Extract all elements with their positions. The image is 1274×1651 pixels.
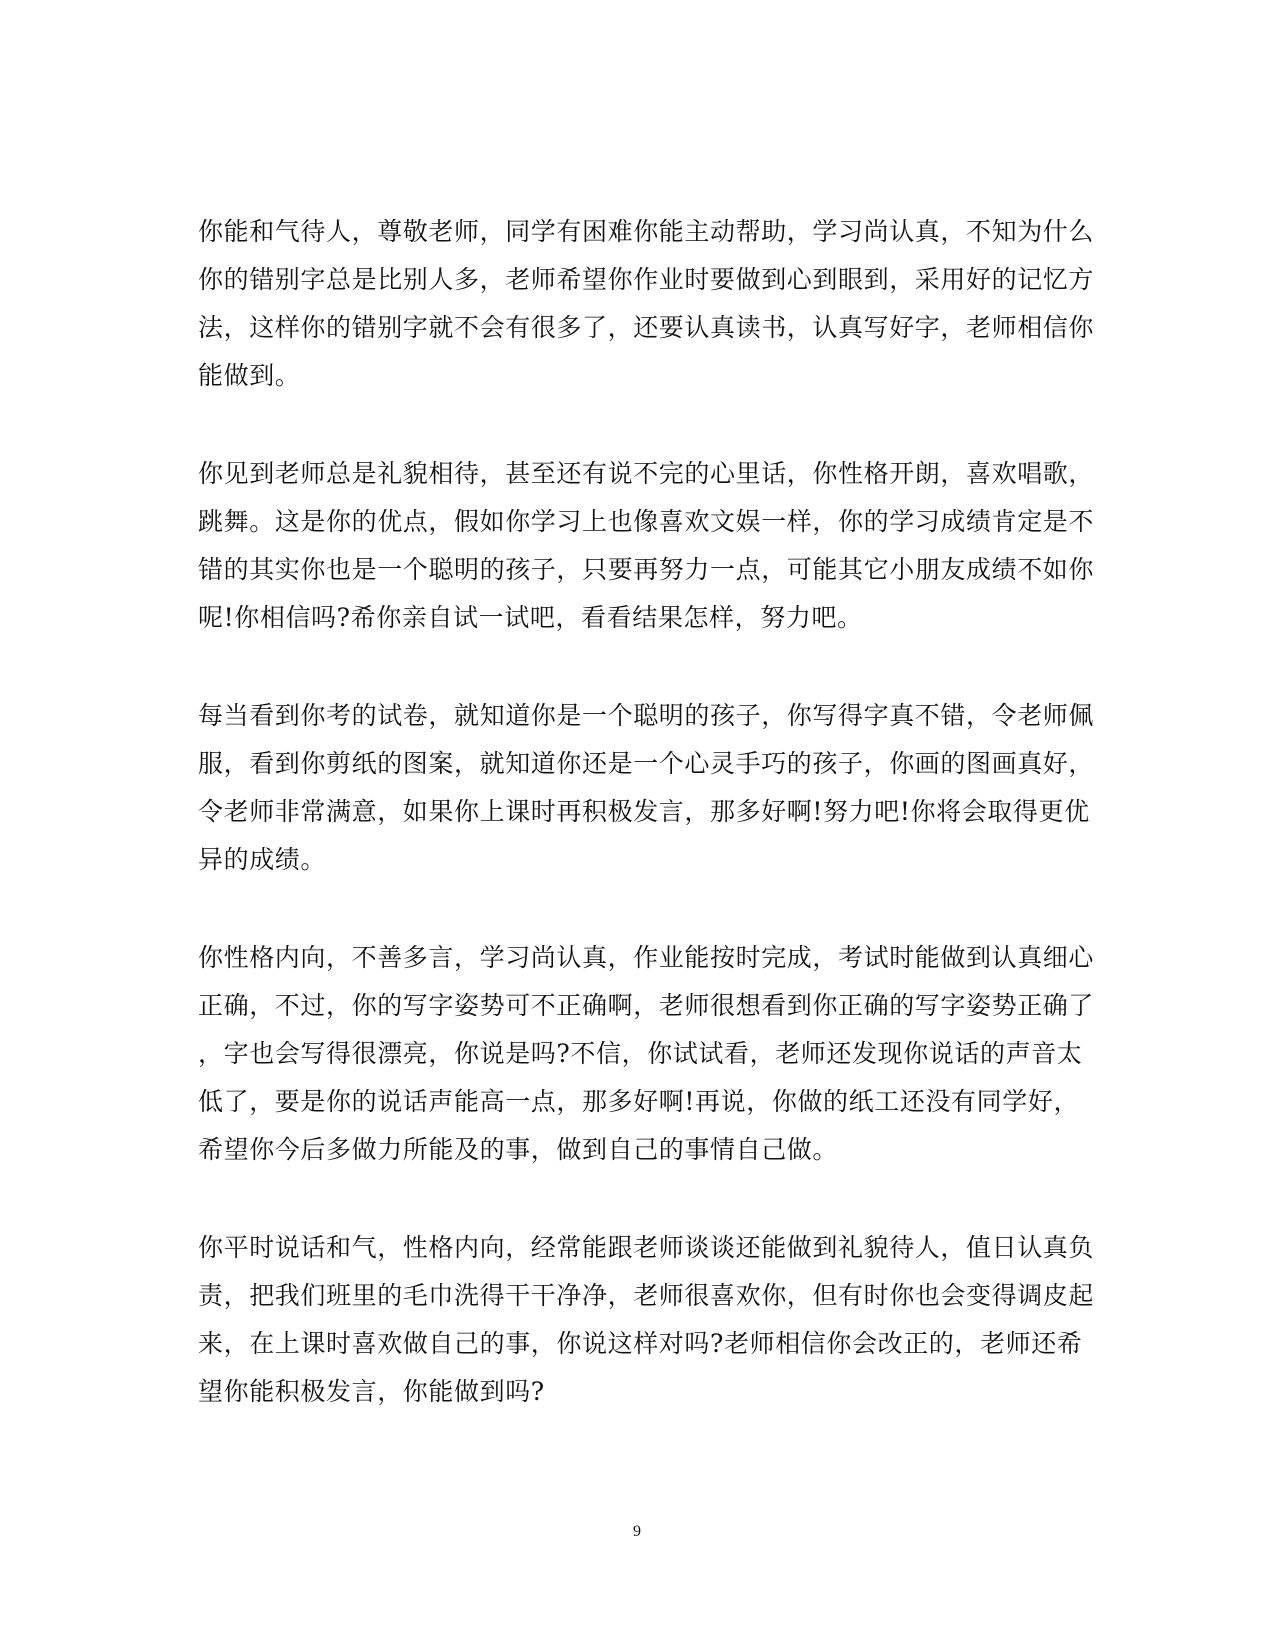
text-line: 你平时说话和气，性格内向，经常能跟老师谈谈还能做到礼貌待人，值日认真负 <box>198 1233 1095 1262</box>
text-line: 低了，要是你的说话声能高一点，那多好啊!再说，你做的纸工还没有同学好， <box>198 1087 1080 1116</box>
page-number: 9 <box>633 1523 641 1540</box>
text-line: 每当看到你考的试卷，就知道你是一个聪明的孩子，你写得字真不错，令老师佩 <box>198 701 1095 730</box>
text-line: 你能和气待人，尊敬老师，同学有困难你能主动帮助，学习尚认真，不知为什么 <box>198 217 1095 246</box>
text-line: 你的错别字总是比别人多，老师希望你作业时要做到心到眼到，采用好的记忆方 <box>198 265 1095 294</box>
text-line: 正确，不过，你的写字姿势可不正确啊，老师很想看到你正确的写字姿势正确了 <box>198 991 1095 1020</box>
text-line: 跳舞。这是你的优点，假如你学习上也像喜欢文娱一样，你的学习成绩肯定是不 <box>198 507 1095 536</box>
text-line: 希望你今后多做力所能及的事，做到自己的事情自己做。 <box>198 1135 839 1164</box>
text-line: 你见到老师总是礼貌相待，甚至还有说不完的心里话，你性格开朗，喜欢唱歌， <box>198 459 1095 488</box>
text-line: 呢!你相信吗?希你亲自试一试吧，看看结果怎样，努力吧。 <box>198 603 863 632</box>
paragraph-4 <box>198 934 1095 1174</box>
text-line: 错的其实你也是一个聪明的孩子，只要再努力一点，可能其它小朋友成绩不如你 <box>198 555 1095 584</box>
text-line: 法，这样你的错别字就不会有很多了，还要认真读书，认真写好字，老师相信你 <box>198 313 1095 342</box>
paragraph-2 <box>198 450 1095 642</box>
paragraph-5 <box>198 1224 1095 1416</box>
text-line: 异的成绩。 <box>198 845 327 874</box>
paragraph-3 <box>198 692 1095 884</box>
text-line: 令老师非常满意，如果你上课时再积极发言，那多好啊!努力吧!你将会取得更优 <box>198 797 1090 826</box>
text-line: ，字也会写得很漂亮，你说是吗?不信，你试试看，老师还发现你说话的声音太 <box>198 1039 1083 1068</box>
text-line: 责，把我们班里的毛巾洗得干干净净，老师很喜欢你，但有时你也会变得调皮起 <box>198 1281 1095 1310</box>
paragraph-1 <box>198 208 1095 400</box>
text-line: 望你能积极发言，你能做到吗? <box>198 1377 545 1406</box>
document-body <box>198 208 1095 1466</box>
text-line: 来，在上课时喜欢做自己的事，你说这样对吗?老师相信你会改正的，老师还希 <box>198 1329 1083 1358</box>
text-line: 能做到。 <box>198 361 301 390</box>
text-line: 服，看到你剪纸的图案，就知道你还是一个心灵手巧的孩子，你画的图画真好， <box>198 749 1095 778</box>
text-line: 你性格内向，不善多言，学习尚认真，作业能按时完成，考试时能做到认真细心 <box>198 943 1095 972</box>
